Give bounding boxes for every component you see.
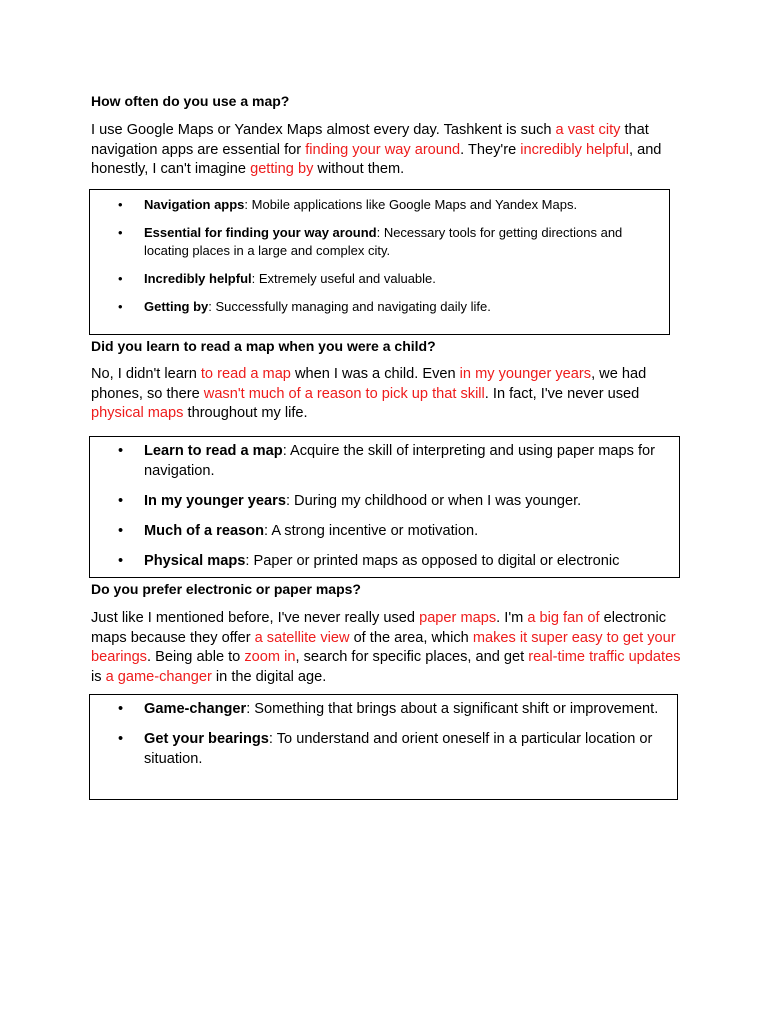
answer-text: of the area, which [349, 629, 473, 646]
highlighted-phrase: to read a map [200, 366, 291, 382]
vocab-definition: : Extremely useful and valuable. [251, 270, 436, 286]
vocab-term: Getting by [144, 298, 209, 314]
bullet-icon: • [118, 701, 124, 717]
vocab-box [89, 436, 680, 578]
question-heading: Do you prefer electronic or paper maps? [91, 581, 361, 597]
vocab-definition: : To understand and orient oneself in a particular location or situation. [144, 731, 653, 767]
vocab-definition: : Mobile applications like Google Maps and Yandex Maps. [244, 197, 578, 212]
answer-text: that navigation apps are essential for [91, 122, 649, 158]
answer-text: . In fact, I've never used [484, 385, 640, 402]
vocab-definition: : Acquire the skill of interpreting and using paper maps for navigation. [144, 443, 656, 479]
answer-text: is [91, 668, 106, 685]
bullet-icon: • [118, 197, 123, 212]
vocab-item [90, 552, 679, 572]
bullet-icon: • [118, 443, 124, 459]
vocab-list [90, 700, 677, 769]
highlighted-phrase: zoom in [244, 649, 296, 665]
vocab-term: Incredibly helpful [144, 270, 252, 286]
answer-paragraph [91, 609, 681, 687]
highlighted-phrase: real-time traffic updates [528, 649, 681, 665]
answer-text: . They're [460, 141, 521, 158]
answer-text: , search for specific places, and get [295, 649, 529, 665]
vocab-term: Game-changer [144, 701, 247, 717]
vocab-term: Navigation apps [144, 197, 245, 212]
highlighted-phrase: a big fan of [527, 610, 600, 626]
highlighted-phrase: a vast city [555, 122, 621, 138]
highlighted-phrase: finding your way around [305, 141, 461, 158]
answer-text: electronic maps because they offer [91, 610, 667, 646]
vocab-item [90, 270, 669, 288]
answer-text: when I was a child. Even [290, 366, 460, 382]
answer-text: , and honestly, I can't imagine [91, 141, 662, 177]
vocab-definition: : Successfully managing and navigating daily life. [208, 298, 491, 314]
bullet-icon: • [118, 552, 124, 569]
answer-text: Just like I mentioned before, I've never really used [91, 610, 420, 626]
bullet-icon: • [118, 270, 123, 286]
vocab-term: Physical maps [144, 552, 246, 569]
highlighted-phrase: paper maps [419, 610, 497, 626]
vocab-definition: : A strong incentive or motivation. [264, 522, 479, 539]
vocab-item [90, 492, 679, 512]
answer-text: , we had phones, so there [91, 366, 647, 402]
bullet-icon: • [118, 492, 124, 509]
vocab-term: Essential for finding your way around [144, 225, 377, 240]
vocab-item [90, 522, 679, 542]
answer-paragraph [91, 121, 681, 180]
vocab-item [90, 442, 679, 481]
vocab-definition: : During my childhood or when I was younger. [285, 492, 582, 509]
answer-text: throughout my life. [183, 405, 308, 421]
bullet-icon: • [118, 225, 123, 240]
answer-text: . Being able to [146, 649, 245, 665]
highlighted-phrase: incredibly helpful [520, 141, 629, 158]
vocab-list [90, 196, 669, 315]
highlighted-phrase: in my younger years [459, 366, 592, 382]
vocab-box [89, 694, 678, 800]
vocab-definition: : Necessary tools for getting directions and locating places in a large and complex city. [144, 225, 623, 258]
vocab-list [90, 442, 679, 571]
bullet-icon: • [118, 731, 124, 747]
vocab-item [90, 298, 669, 316]
highlighted-phrase: wasn't much of a reason to pick up that skill [203, 385, 485, 402]
vocab-term: In my younger years [144, 492, 286, 509]
vocab-box [89, 189, 670, 335]
highlighted-phrase: makes it super easy to get your bearings [91, 629, 676, 665]
vocab-term: Learn to read a map [144, 443, 283, 459]
vocab-term: Much of a reason [144, 522, 265, 539]
answer-text: . I'm [496, 610, 528, 626]
answer-text: I use Google Maps or Yandex Maps almost every day. Tashkent is such [91, 122, 556, 138]
answer-text: without them. [313, 161, 405, 177]
vocab-definition: : Paper or printed maps as opposed to digital or electronic [245, 552, 620, 569]
answer-text: No, I didn't learn [91, 366, 201, 382]
highlighted-phrase: getting by [250, 161, 314, 177]
highlighted-phrase: a game-changer [105, 668, 212, 685]
question-heading: How often do you use a map? [91, 93, 290, 109]
highlighted-phrase: a satellite view [254, 629, 350, 646]
bullet-icon: • [118, 522, 124, 539]
vocab-item [90, 224, 669, 259]
vocab-item [90, 730, 677, 769]
bullet-icon: • [118, 298, 123, 314]
vocab-term: Get your bearings [144, 731, 269, 747]
vocab-definition: : Something that brings about a significant shift or improvement. [246, 701, 659, 717]
highlighted-phrase: physical maps [91, 405, 184, 421]
question-heading: Did you learn to read a map when you were a child? [91, 338, 436, 354]
answer-paragraph [91, 365, 671, 424]
vocab-item [90, 196, 669, 214]
vocab-item [90, 700, 677, 720]
answer-text: in the digital age. [211, 668, 327, 685]
